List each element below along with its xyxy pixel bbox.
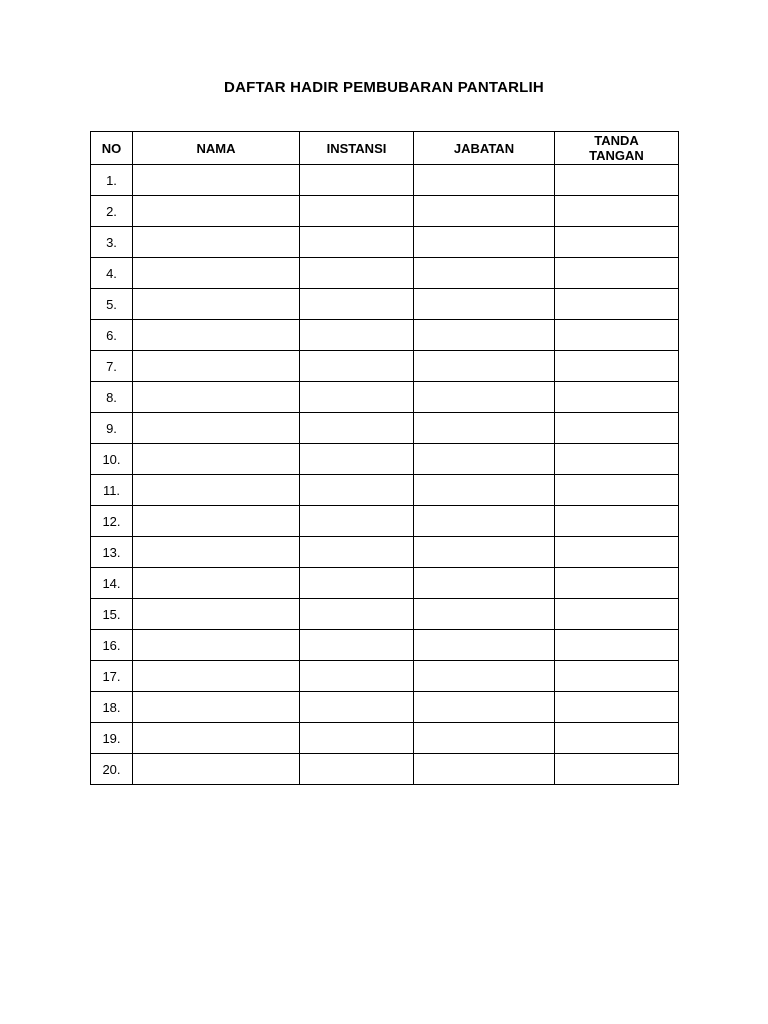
tanda-tangan-cell <box>555 475 679 506</box>
tanda-tangan-cell <box>555 506 679 537</box>
column-header-instansi: INSTANSI <box>300 132 414 165</box>
jabatan-cell <box>414 723 555 754</box>
instansi-cell <box>300 506 414 537</box>
tanda-tangan-cell <box>555 227 679 258</box>
tanda-tangan-cell <box>555 444 679 475</box>
tanda-tangan-cell <box>555 723 679 754</box>
table-row <box>91 444 679 475</box>
instansi-cell <box>300 537 414 568</box>
table-row <box>91 227 679 258</box>
column-header-tanda-tangan <box>555 132 679 165</box>
jabatan-cell <box>414 320 555 351</box>
nama-cell <box>133 661 300 692</box>
tanda-tangan-cell <box>555 196 679 227</box>
column-header-nama: NAMA <box>133 132 300 165</box>
table-row <box>91 568 679 599</box>
row-number-cell: 4. <box>91 258 133 289</box>
tanda-tangan-cell <box>555 599 679 630</box>
tanda-tangan-cell <box>555 692 679 723</box>
instansi-cell <box>300 754 414 785</box>
tanda-tangan-cell <box>555 382 679 413</box>
row-number-cell: 1. <box>91 165 133 196</box>
nama-cell <box>133 692 300 723</box>
nama-cell <box>133 413 300 444</box>
instansi-cell <box>300 320 414 351</box>
tanda-tangan-cell <box>555 258 679 289</box>
column-header-tanda-tangan-line2: TANGAN <box>589 148 644 163</box>
table-row <box>91 661 679 692</box>
jabatan-cell <box>414 351 555 382</box>
nama-cell <box>133 506 300 537</box>
instansi-cell <box>300 661 414 692</box>
nama-cell <box>133 289 300 320</box>
jabatan-cell <box>414 661 555 692</box>
instansi-cell <box>300 196 414 227</box>
table-row <box>91 165 679 196</box>
row-number-cell: 2. <box>91 196 133 227</box>
nama-cell <box>133 599 300 630</box>
row-number-cell: 7. <box>91 351 133 382</box>
row-number-cell: 9. <box>91 413 133 444</box>
jabatan-cell <box>414 568 555 599</box>
instansi-cell <box>300 599 414 630</box>
row-number-cell: 8. <box>91 382 133 413</box>
table-row <box>91 506 679 537</box>
row-number-cell: 13. <box>91 537 133 568</box>
table-row <box>91 320 679 351</box>
nama-cell <box>133 351 300 382</box>
table-row <box>91 692 679 723</box>
jabatan-cell <box>414 692 555 723</box>
jabatan-cell <box>414 258 555 289</box>
table-row <box>91 351 679 382</box>
tanda-tangan-cell <box>555 351 679 382</box>
nama-cell <box>133 723 300 754</box>
tanda-tangan-cell <box>555 754 679 785</box>
nama-cell <box>133 227 300 258</box>
row-number-cell: 15. <box>91 599 133 630</box>
nama-cell <box>133 475 300 506</box>
instansi-cell <box>300 568 414 599</box>
instansi-cell <box>300 692 414 723</box>
table-body <box>91 165 679 785</box>
table-row <box>91 196 679 227</box>
table-header-row <box>91 132 679 165</box>
row-number-cell: 20. <box>91 754 133 785</box>
jabatan-cell <box>414 289 555 320</box>
instansi-cell <box>300 351 414 382</box>
jabatan-cell <box>414 444 555 475</box>
instansi-cell <box>300 444 414 475</box>
tanda-tangan-cell <box>555 537 679 568</box>
instansi-cell <box>300 165 414 196</box>
jabatan-cell <box>414 196 555 227</box>
jabatan-cell <box>414 413 555 444</box>
jabatan-cell <box>414 754 555 785</box>
tanda-tangan-cell <box>555 661 679 692</box>
instansi-cell <box>300 475 414 506</box>
jabatan-cell <box>414 506 555 537</box>
tanda-tangan-cell <box>555 568 679 599</box>
row-number-cell: 10. <box>91 444 133 475</box>
nama-cell <box>133 258 300 289</box>
jabatan-cell <box>414 537 555 568</box>
tanda-tangan-cell <box>555 320 679 351</box>
instansi-cell <box>300 227 414 258</box>
jabatan-cell <box>414 382 555 413</box>
tanda-tangan-cell <box>555 630 679 661</box>
nama-cell <box>133 537 300 568</box>
attendance-table <box>90 131 679 785</box>
jabatan-cell <box>414 165 555 196</box>
instansi-cell <box>300 723 414 754</box>
table-row <box>91 723 679 754</box>
jabatan-cell <box>414 475 555 506</box>
table-row <box>91 258 679 289</box>
table-row <box>91 599 679 630</box>
column-header-no: NO <box>91 132 133 165</box>
column-header-jabatan: JABATAN <box>414 132 555 165</box>
table-row <box>91 382 679 413</box>
table-row <box>91 475 679 506</box>
nama-cell <box>133 444 300 475</box>
row-number-cell: 18. <box>91 692 133 723</box>
row-number-cell: 19. <box>91 723 133 754</box>
instansi-cell <box>300 630 414 661</box>
instansi-cell <box>300 382 414 413</box>
document-title: DAFTAR HADIR PEMBUBARAN PANTARLIH <box>224 79 544 96</box>
tanda-tangan-cell <box>555 165 679 196</box>
table-row <box>91 413 679 444</box>
row-number-cell: 11. <box>91 475 133 506</box>
row-number-cell: 3. <box>91 227 133 258</box>
jabatan-cell <box>414 630 555 661</box>
tanda-tangan-cell <box>555 413 679 444</box>
row-number-cell: 17. <box>91 661 133 692</box>
row-number-cell: 6. <box>91 320 133 351</box>
jabatan-cell <box>414 599 555 630</box>
table-row <box>91 289 679 320</box>
tanda-tangan-cell <box>555 289 679 320</box>
instansi-cell <box>300 258 414 289</box>
nama-cell <box>133 320 300 351</box>
table-row <box>91 754 679 785</box>
table-row <box>91 537 679 568</box>
nama-cell <box>133 196 300 227</box>
row-number-cell: 16. <box>91 630 133 661</box>
nama-cell <box>133 630 300 661</box>
table-row <box>91 630 679 661</box>
instansi-cell <box>300 413 414 444</box>
nama-cell <box>133 754 300 785</box>
row-number-cell: 14. <box>91 568 133 599</box>
row-number-cell: 5. <box>91 289 133 320</box>
row-number-cell: 12. <box>91 506 133 537</box>
jabatan-cell <box>414 227 555 258</box>
column-header-tanda-tangan-line1: TANDA <box>594 133 639 148</box>
nama-cell <box>133 568 300 599</box>
nama-cell <box>133 165 300 196</box>
nama-cell <box>133 382 300 413</box>
instansi-cell <box>300 289 414 320</box>
